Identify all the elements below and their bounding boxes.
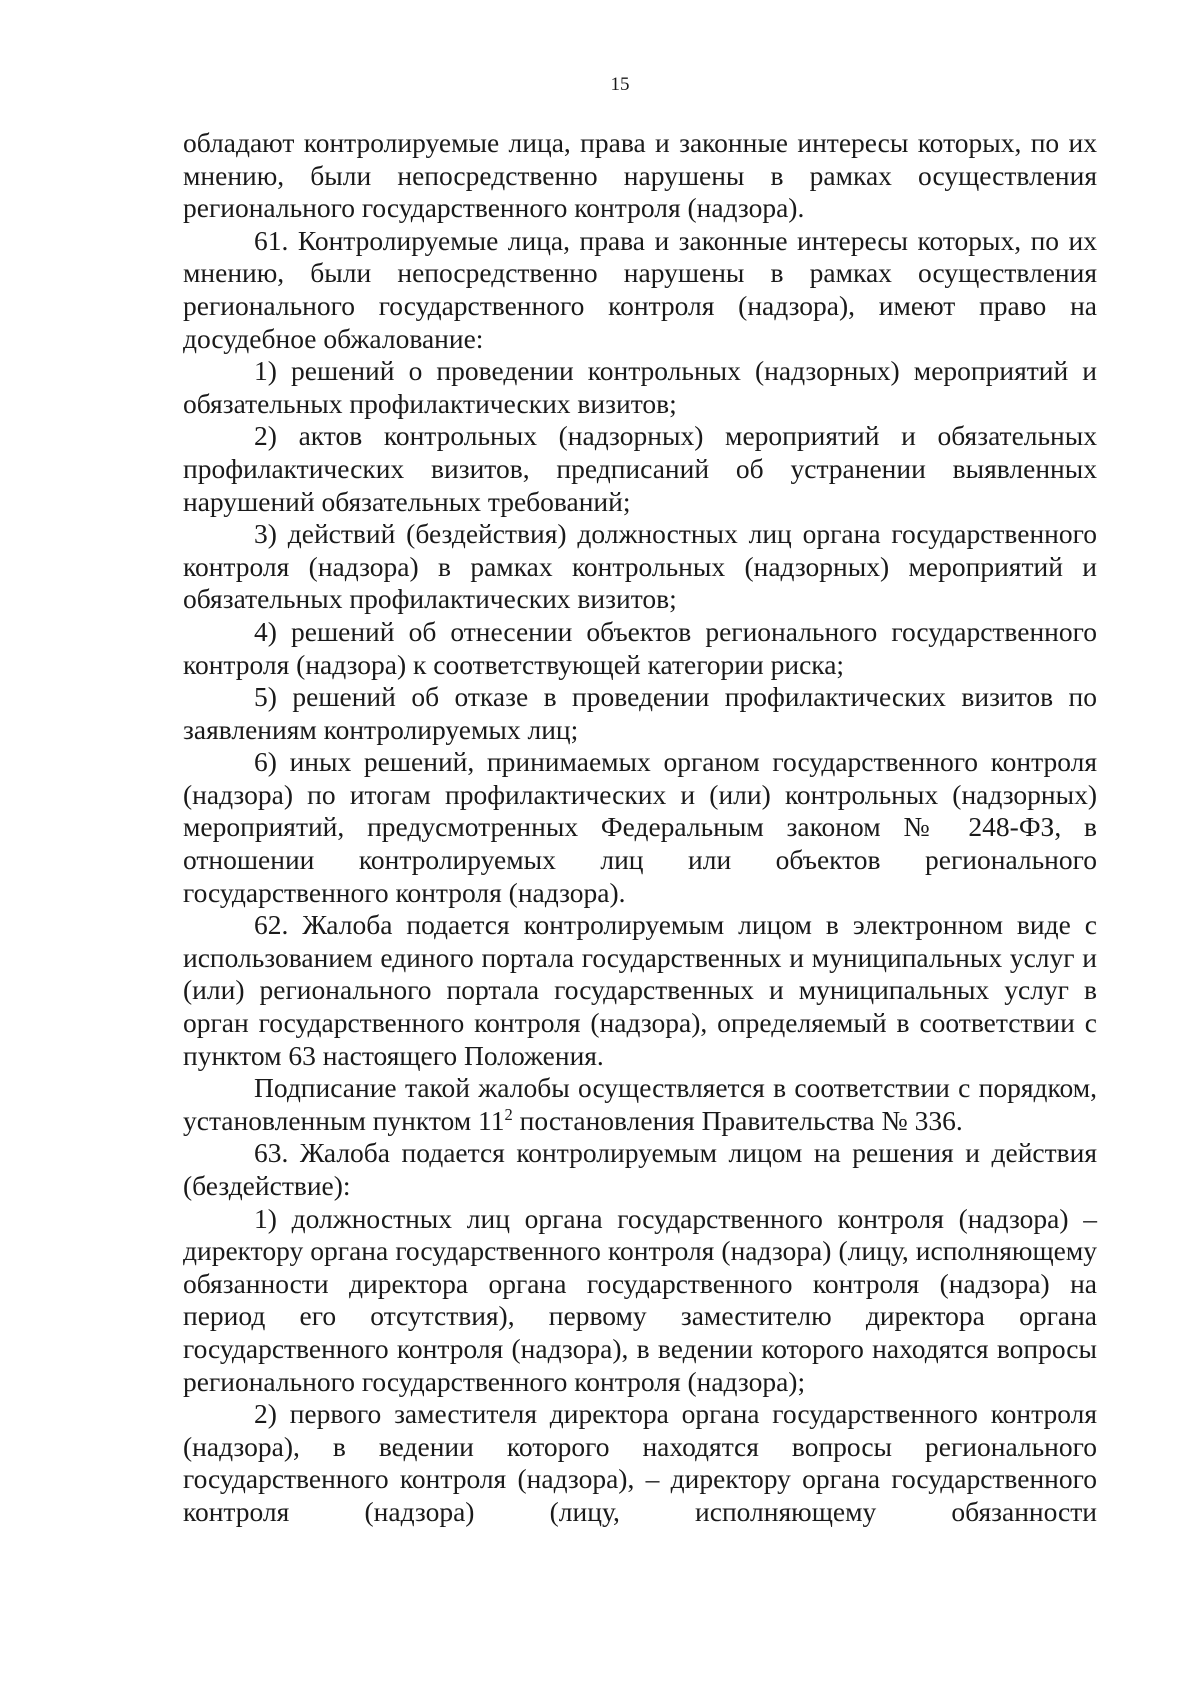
signing-text-before: Подписание такой жалобы осуществляется в соответствии с порядком, установленным пунктом 11 xyxy=(183,1072,1097,1136)
list-item-61-5: 5) решений об отказе в проведении профилактических визитов по заявлениям контролируемых лиц; xyxy=(183,681,1097,745)
page-number: 15 xyxy=(610,74,630,95)
list-item-61-1: 1) решений о проведении контрольных (надзорных) мероприятий и обязательных профилактических визитов; xyxy=(183,355,1097,419)
paragraph-61: 61. Контролируемые лица, права и законные интересы которых, по их мнению, были непосредственно нарушены в рамках осуществления регионального государственного контроля (надзора), имеют право на досудебное обжалование: xyxy=(183,224,1097,354)
list-item-61-2: 2) актов контрольных (надзорных) мероприятий и обязательных профилактических визитов, предписаний об устранении выявленных нарушений обязательных требований; xyxy=(183,420,1097,517)
paragraph-62: 62. Жалоба подается контролируемым лицом в электронном виде с использованием единого портала государственных и муниципальных услуг и (или) регионального портала государственных и муниципальных услуг в орган государственного контроля (надзора), определяемый в соответствии с пунктом 63 настоящего Положения. xyxy=(183,909,1097,1071)
list-item-61-3: 3) действий (бездействия) должностных лиц органа государственного контроля (надзора) в рамках контрольных (надзорных) мероприятий и обязательных профилактических визитов; xyxy=(183,518,1097,615)
list-item-63-1: 1) должностных лиц органа государственного контроля (надзора) – директору органа государственного контроля (надзора) (лицу, исполняющему обязанности директора органа государственного контроля (надзора) на период его отсутствия), первому заместителю директора органа государственного контроля (надзора), в ведении которого находятся вопросы регионального государственного контроля (надзора); xyxy=(183,1202,1097,1397)
list-item-61-6: 6) иных решений, принимаемых органом государственного контроля (надзора) по итогам профилактических и (или) контрольных (надзорных) мероприятий, предусмотренных Федеральным законом № 248-ФЗ, в отношении контролируемых лиц или объектов регионального государственного контроля (надзора). xyxy=(183,746,1097,908)
paragraph-63: 63. Жалоба подается контролируемым лицом на решения и действия (бездействие): xyxy=(183,1137,1097,1201)
document-body xyxy=(183,127,1097,1529)
paragraph-signing xyxy=(183,1072,1097,1137)
list-item-63-2: 2) первого заместителя директора органа государственного контроля (надзора), в ведении которого находятся вопросы регионального государственного контроля (надзора), – директору органа государственного контроля (надзора) (лицу, исполняющему обязанности xyxy=(183,1398,1097,1527)
paragraph-continuation: обладают контролируемые лица, права и законные интересы которых, по их мнению, были непосредственно нарушены в рамках осуществления регионального государственного контроля (надзора). xyxy=(183,127,1097,224)
signing-superscript: 2 xyxy=(504,1104,513,1124)
signing-text-after: постановления Правительства № 336. xyxy=(512,1104,963,1136)
list-item-61-4: 4) решений об отнесении объектов регионального государственного контроля (надзора) к соответствующей категории риска; xyxy=(183,615,1097,680)
